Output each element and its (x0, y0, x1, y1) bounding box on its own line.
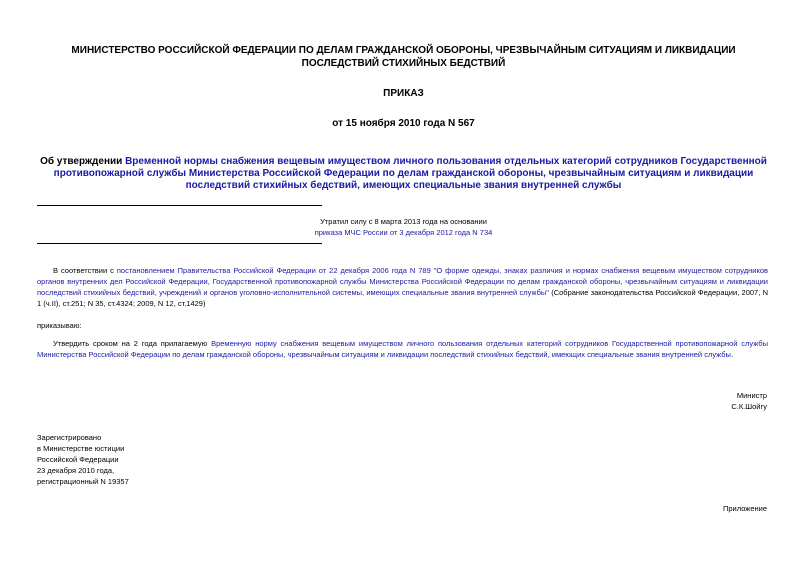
document-type: ПРИКАЗ (383, 88, 424, 99)
ministry-title: МИНИСТЕРСТВО РОССИЙСКОЙ ФЕДЕРАЦИИ ПО ДЕЛАМ ГРАЖДАНСКОЙ ОБОРОНЫ, ЧРЕЗВЫЧАЙНЫМ СИТУАЦИЯМ И ЛИКВИДАЦИИ ПОСЛЕДСТВИЙ СТИХИЙНЫХ БЕДСТВИЙ (71, 45, 736, 69)
resolution-link[interactable]: постановлением Правительства Российской Федерации от 22 декабря 2006 года N 789 "О форме одежды, знаках различия и нормах снабжения вещевым имуществом сотрудников органов внутренних дел Российской Федерации, Государственной противопожарной службы Министерства Российской Федерации по делам гражданской обороны, чрезвычайным ситуациям и ликвидации последствий стихийных бедствий, учреждений и органов уголовно-исполнительной системы, имеющих специальные звания внутренней службы" (37, 266, 768, 297)
appendix-label: Приложение (723, 504, 767, 513)
registration-line: Российской Федерации (37, 455, 119, 464)
status-link[interactable]: приказа МЧС России от 3 декабря 2012 года N 734 (314, 228, 493, 237)
registration-line: Зарегистрировано (37, 433, 102, 442)
paragraph-approve-end: . (730, 350, 734, 359)
paragraph-basis-start: В соответствии с (53, 266, 117, 275)
divider-top (37, 205, 322, 206)
registration-line: в Министерстве юстиции (37, 444, 125, 453)
registration-block (37, 432, 129, 487)
divider-bottom (37, 243, 322, 244)
subject-prefix: Об утверждении (40, 156, 126, 167)
norm-link[interactable]: Временную норму снабжения вещевым имуществом личного пользования отдельных категорий сотрудников Государственной противопожарной службы Министерства Российской Федерации по делам гражданской обороны, чрезвычайным ситуациям и ликвидации последствий стихийных бедствий, имеющих специальные звания внутренней службы (37, 339, 768, 359)
status-note (40, 216, 767, 238)
order-date-number: от 15 ноября 2010 года N 567 (332, 118, 475, 129)
paragraph-basis (37, 265, 768, 309)
status-text: Утратил силу с 8 марта 2013 года на основании (320, 217, 487, 226)
registration-line: 23 декабря 2010 года, (37, 466, 115, 475)
signature-name: С.К.Шойгу (731, 402, 767, 411)
signature-block (731, 390, 767, 412)
paragraph-basis-end: (Собрание законодательства Российской Федерации, 2007, N 1 (ч.II), ст.251; N 35, ст.4324; 2009, N 12, ст.1429) (37, 288, 768, 308)
signature-title: Министр (736, 391, 767, 400)
paragraph-order: приказываю: (37, 321, 82, 330)
subject-link[interactable]: Временной нормы снабжения вещевым имуществом личного пользования отдельных категорий сотрудников Государственной противопожарной службы Министерства Российской Федерации по делам гражданской обороны, чрезвычайным ситуациям и ликвидации последствий стихийных бедствий, имеющих специальные звания внутренней службы (53, 156, 767, 191)
paragraph-approve-start: Утвердить сроком на 2 года прилагаемую (53, 339, 212, 348)
registration-line: регистрационный N 19357 (37, 477, 129, 486)
paragraph-approve (37, 338, 768, 360)
order-subject (40, 156, 767, 192)
